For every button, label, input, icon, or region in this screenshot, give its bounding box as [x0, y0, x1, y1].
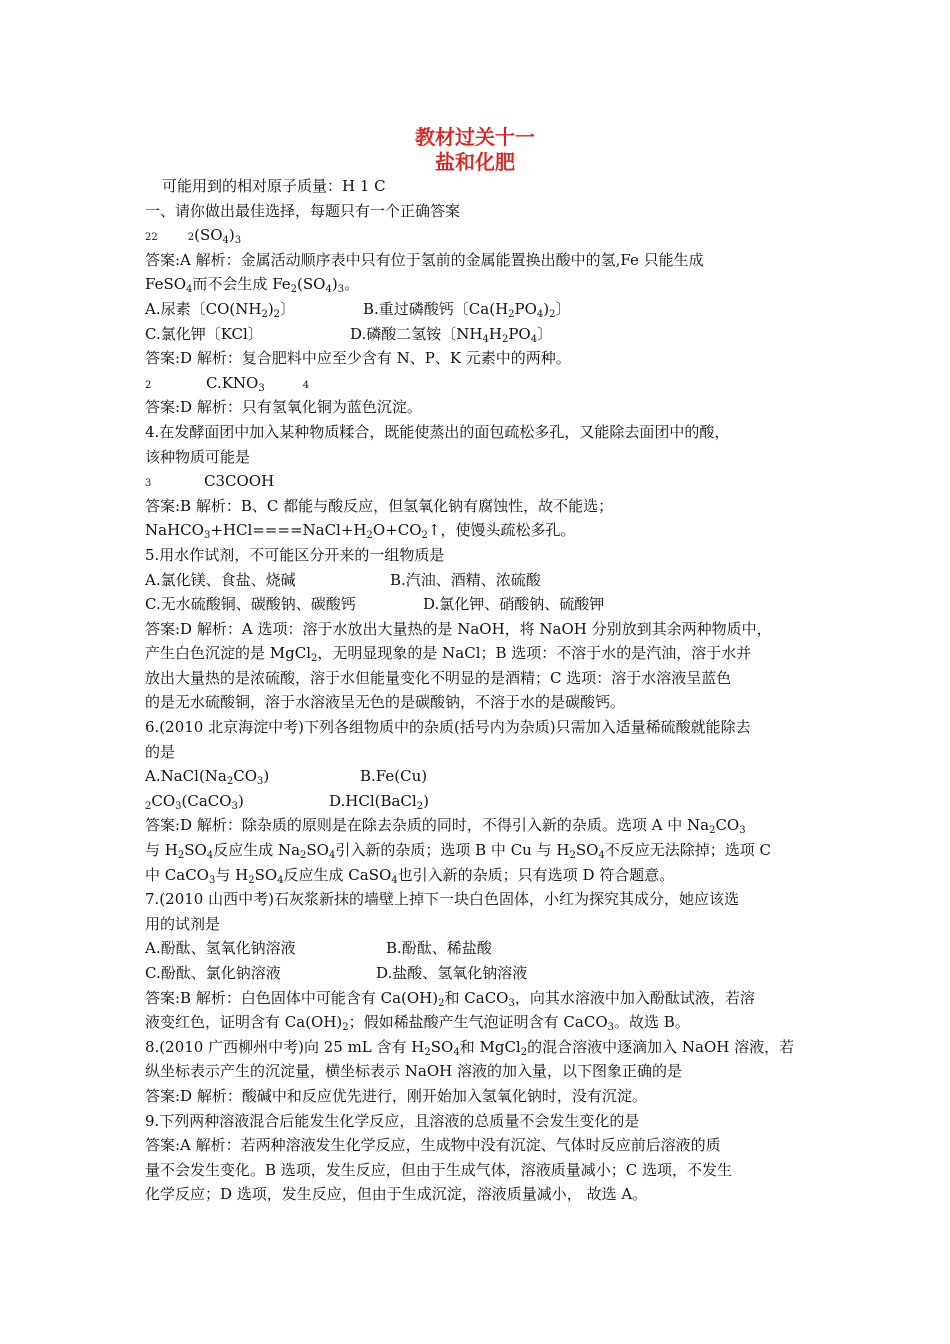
answer-line: 中 CaCO$_3$与 $H_2SO_4$反应生成 CaSO$_4$也引入新的杂质；只有选项 D 符合题意。	[145, 865, 675, 886]
question-line: 5.用水作试剂，不可能区分开来的一组物质是	[145, 545, 445, 564]
answer-line: 放出大量热的是浓硫酸，溶于水但能量变化不明显的是酒精；C 选项：溶于水溶液呈蓝色	[145, 668, 732, 687]
option-line: A.尿素〔$CO(NH_2)_2$〕 B.重过磷酸钙〔$Ca(H_2PO_4)_2$〕	[145, 299, 571, 320]
answer-line: 答案:D 解析：除杂质的原则是在除去杂质的同时，不得引入新的杂质。选项 A 中 $Na_2CO_3$	[145, 816, 746, 837]
answer-line: 答案:D 解析：只有氢氧化铜为蓝色沉淀。	[145, 398, 422, 417]
document-body	[145, 174, 815, 1207]
page-title: 教材过关十一	[415, 125, 535, 149]
answer-line: FeSO$_4$而不会生成 $Fe_2(SO_4)_3$。	[145, 275, 360, 296]
question-line: 7.(2010 山西中考)石灰浆新抹的墙壁上掉下一块白色固体，小红为探究其成分，她应该选	[145, 890, 739, 909]
page-subtitle: 盐和化肥	[435, 150, 515, 174]
answer-line: 答案:B 解析：B、C 都能与酸反应，但氢氧化钠有腐蚀性，故不能选；	[145, 496, 614, 515]
text-line: 一、请你做出最佳选择，每题只有一个正确答案	[145, 201, 461, 220]
answer-line: 的是无水硫酸铜，溶于水溶液呈无色的是碳酸钠，不溶于水的是碳酸钙。	[145, 693, 626, 712]
question-line: 9.下列两种溶液混合后能发生化学反应，且溶液的总质量不会发生变化的是	[145, 1111, 640, 1130]
answer-line: 答案:B 解析：白色固体中可能含有 $Ca(OH)_2$和 CaCO$_3$，向其水溶液中加入酚酞试液，若溶	[145, 988, 755, 1009]
option-line: A.氯化镁、食盐、烧碱 B.汽油、酒精、浓硫酸	[145, 570, 541, 589]
option-line: 2 $C.KNO_3$ 4	[145, 373, 310, 394]
answer-line: 与 $H_2SO_4$反应生成 $Na_2SO_4$引入新的杂质；选项 B 中 Cu 与 $H_2SO_4$不反应无法除掉；选项 C	[145, 841, 772, 862]
answer-line: 答案:A 解析：若两种溶液发生化学反应，生成物中没有沉淀、气体时反应前后溶液的质	[145, 1136, 721, 1155]
option-line: 3 C3COOH	[145, 472, 275, 491]
answer-line: 化学反应；D 选项，发生反应，但由于生成沉淀，溶液质量减小， 故选 A。	[145, 1185, 648, 1204]
option-line: A.酚酞、氢氧化钠溶液 B.酚酞、稀盐酸	[145, 939, 492, 958]
option-line: C.氯化钾〔KCl〕 D.磷酸二氢铵〔$NH_4H_2PO_4$〕	[145, 324, 553, 345]
question-line: 该种物质可能是	[145, 447, 251, 466]
question-line: 用的试剂是	[145, 914, 221, 933]
text-line: 22 $2(SO_4)_3$	[145, 226, 242, 247]
text-line: 可能用到的相对原子质量：H 1 C	[162, 177, 386, 195]
answer-line: 答案:D 解析：A 选项：溶于水放出大量热的是 NaOH，将 NaOH 分别放到其余两种物质中，	[145, 619, 772, 638]
answer-line: 答案:A 解析：金属活动顺序表中只有位于氢前的金属能置换出酸中的氢,Fe 只能生成	[145, 250, 704, 269]
option-line: $A.NaCl(Na_2CO_3)$ B.Fe(Cu)	[145, 767, 428, 788]
answer-line: 答案:D 解析：复合肥料中应至少含有 N、P、K 元素中的两种。	[145, 349, 571, 368]
answer-line: 答案:D 解析：酸碱中和反应优先进行，刚开始加入氢氧化钠时，没有沉淀。	[145, 1086, 647, 1105]
option-line: $_2CO_3(CaCO_3)$ D.HCl(BaCl$_2$)	[145, 791, 429, 812]
answer-line: 液变红色，证明含有 $Ca(OH)_2$；假如稀盐酸产生气泡证明含有 CaCO$_3$。故选 B。	[145, 1013, 690, 1034]
answer-line: $NaHCO_3+HCl====NaCl+H_2O+CO_2↑$，使馒头疏松多孔。	[145, 521, 576, 542]
question-line: 的是	[145, 742, 176, 761]
option-line: C.无水硫酸铜、碳酸钠、碳酸钙 D.氯化钾、硝酸钠、硫酸钾	[145, 595, 605, 614]
answer-line: 量不会发生变化。B 选项，发生反应，但由于生成气体，溶液质量减小；C 选项，不发生	[145, 1160, 733, 1179]
answer-line: 产生白色沉淀的是 MgCl$_2$，无明显现象的是 NaCl；B 选项：不溶于水的是汽油，溶于水并	[145, 644, 752, 665]
question-line: 纵坐标表示产生的沉淀量，横坐标表示 NaOH 溶液的加入量，以下图象正确的是	[145, 1062, 682, 1081]
question-line: 8.(2010 广西柳州中考)向 25 mL 含有 $H_2SO_4$和 MgCl$_2$的混合溶液中逐滴加入 NaOH 溶液，若	[145, 1037, 795, 1058]
option-line: C.酚酞、氯化钠溶液 D.盐酸、氢氧化钠溶液	[145, 964, 528, 982]
question-line: 6.(2010 北京海淀中考)下列各组物质中的杂质(括号内为杂质)只需加入适量稀硫酸就能除去	[145, 718, 751, 737]
question-line: 4.在发酵面团中加入某种物质糅合，既能使蒸出的面包疏松多孔，又能除去面团中的酸，	[145, 422, 730, 441]
